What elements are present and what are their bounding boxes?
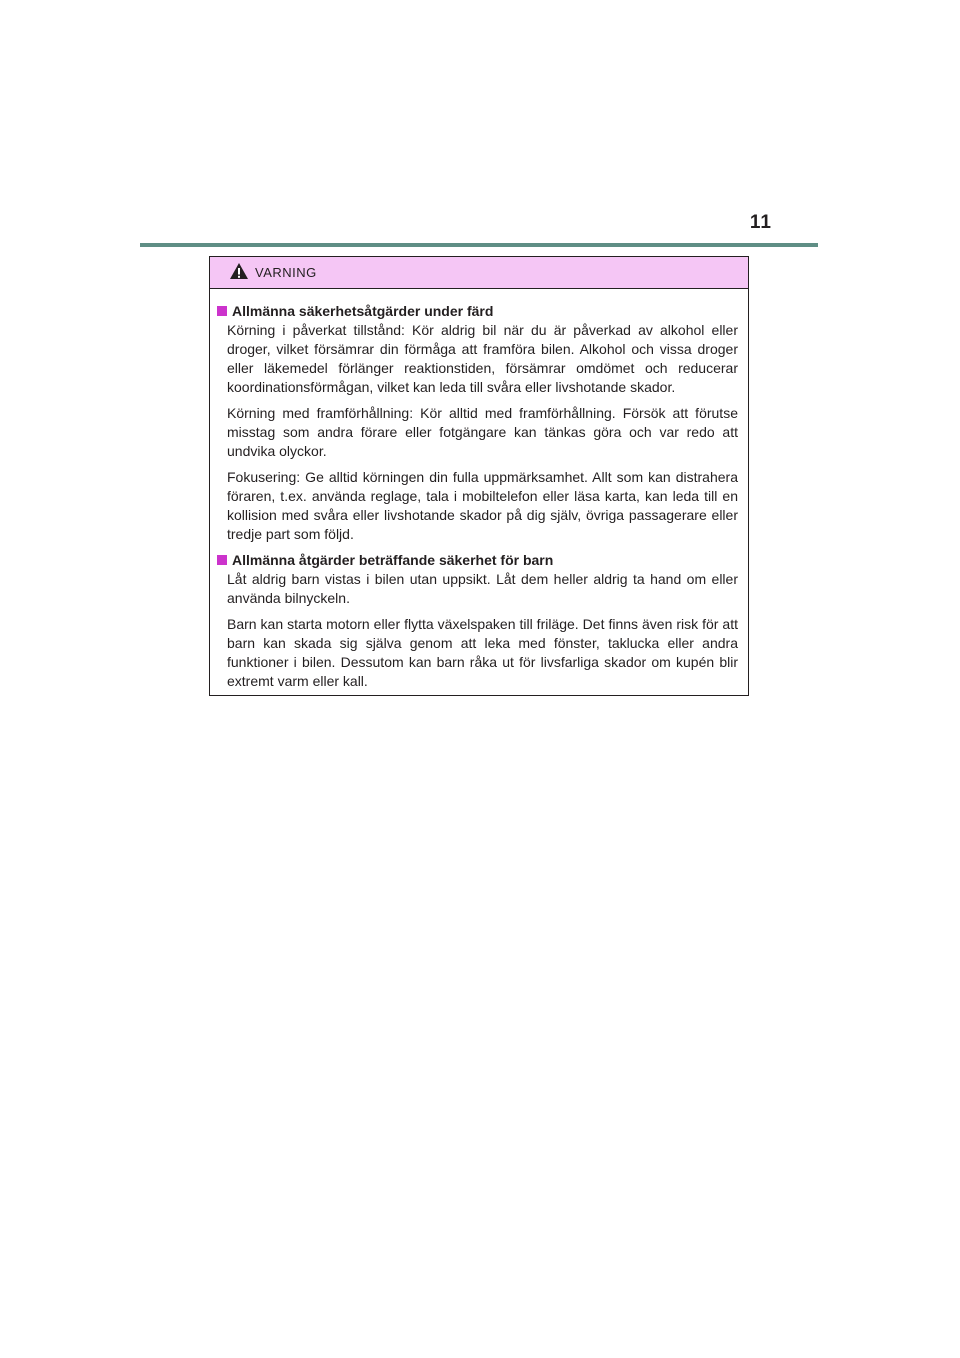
warning-box xyxy=(209,256,749,696)
section-driving-safety xyxy=(217,302,738,544)
section-heading-text: Allmänna åtgärder beträffande säkerhet för barn xyxy=(232,552,554,568)
page-number: 11 xyxy=(749,212,772,233)
paragraph-impaired-driving: Körning i påverkat tillstånd: Kör aldrig bil när du är påverkad av alkohol eller droger, vilket försämrar din förmåga att framföra bilen. Alkohol och vissa droger eller läkemedel förlänger reaktionstiden, försämrar omdömet och reducerar koordinationsförmågan, vilket kan leda till svåra eller livshotande skador. xyxy=(227,322,738,395)
section-heading-text: Allmänna säkerhetsåtgärder under färd xyxy=(232,303,494,319)
square-bullet-icon xyxy=(217,555,227,565)
paragraph-children-unattended: Låt aldrig barn vistas i bilen utan uppsikt. Låt dem heller aldrig ta hand om eller använda bilnyckeln. xyxy=(227,571,738,606)
section-heading xyxy=(217,302,738,320)
warning-header xyxy=(210,257,748,289)
section-heading xyxy=(217,551,738,569)
section-child-safety xyxy=(217,551,738,691)
paragraph-defensive-driving: Körning med framförhållning: Kör alltid med framförhållning. Försök att förutse misstag som andra förare eller fotgängare kan tänkas göra och var redo att undvika olyckor. xyxy=(227,405,738,459)
square-bullet-icon xyxy=(217,306,227,316)
header-rule xyxy=(140,243,818,247)
warning-triangle-icon xyxy=(229,262,249,280)
paragraph-children-risks: Barn kan starta motorn eller flytta växelspaken till friläge. Det finns även risk för att barn kan skada sig själva genom att leka med fönster, taklucka eller andra funktioner i bilen. Dessutom kan barn råka ut för livsfarliga skador om kupén blir extremt varm eller kall. xyxy=(227,616,738,689)
warning-body xyxy=(210,289,748,691)
paragraph-focus: Fokusering: Ge alltid körningen din fulla uppmärksamhet. Allt som kan distrahera föraren, t.ex. använda reglage, tala i mobiltelefon eller läsa karta, kan leda till en kollision med svåra eller livshotande skador på dig själv, övriga passagerare eller tredje part som följd. xyxy=(227,469,738,542)
warning-title: VARNING xyxy=(255,265,317,280)
